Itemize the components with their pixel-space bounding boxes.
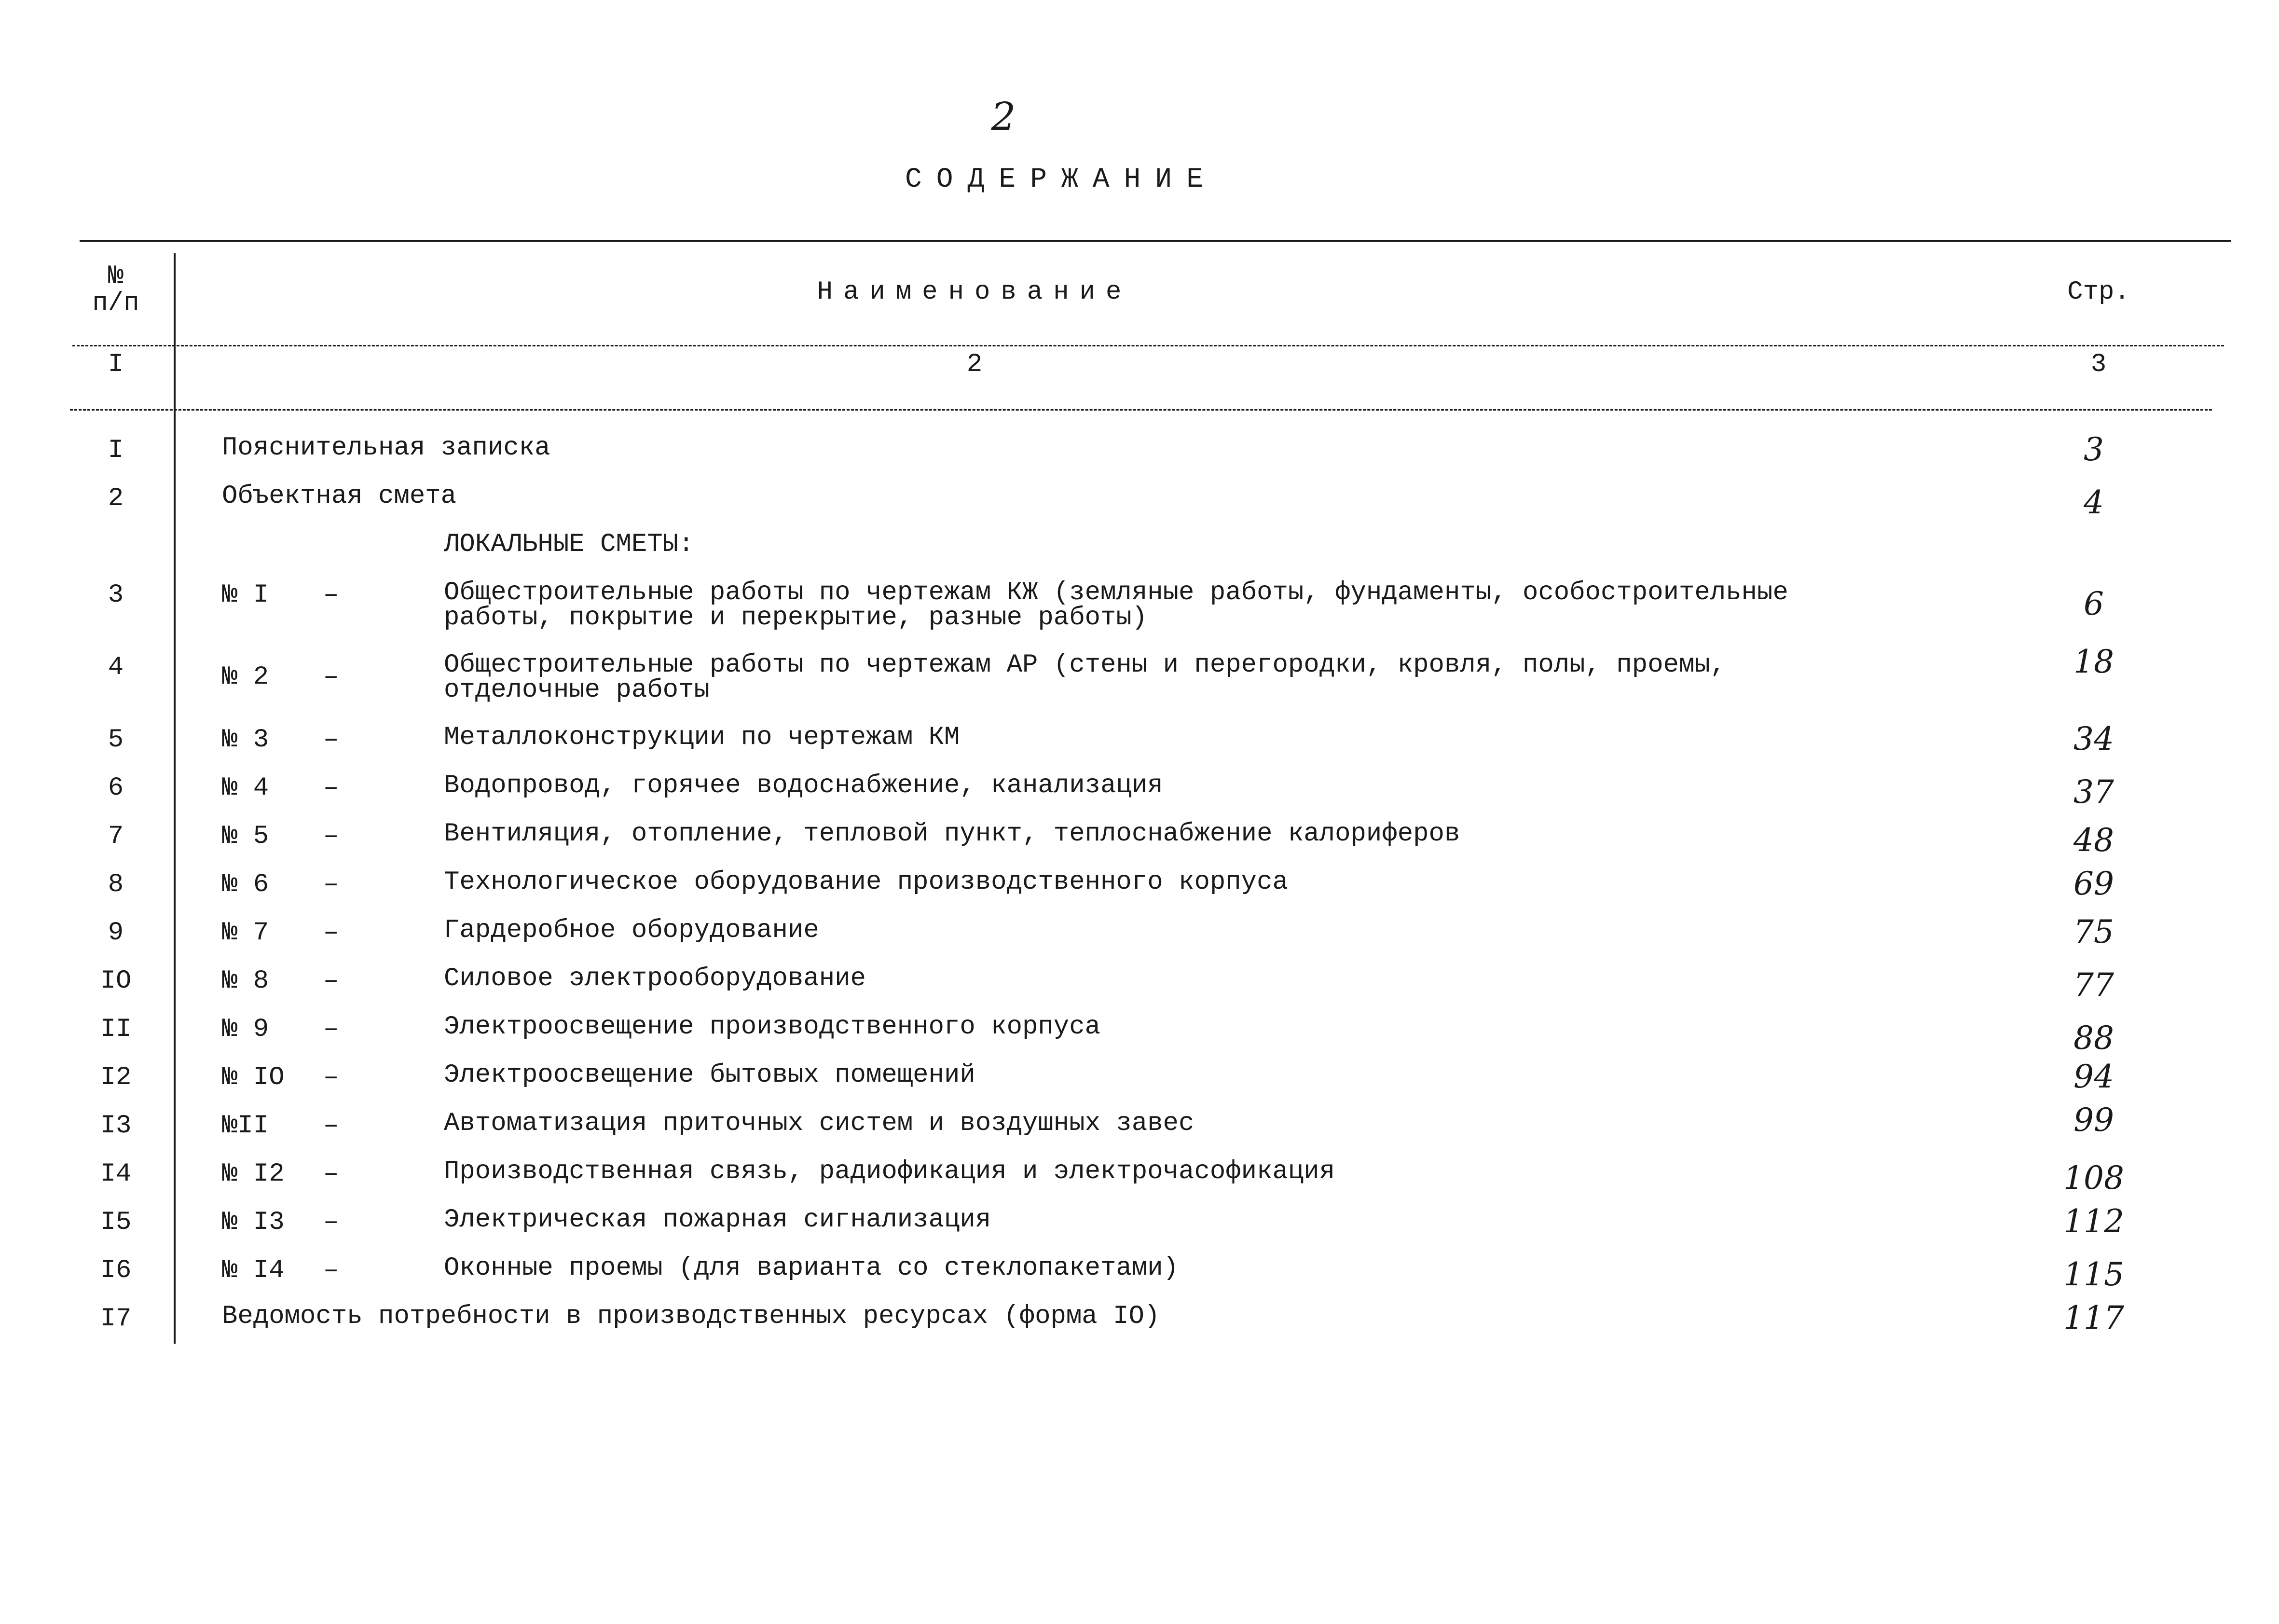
row-page-number: 94	[2073, 1058, 2114, 1095]
row-number: II	[100, 1015, 132, 1044]
row-number: I5	[100, 1208, 132, 1237]
row-page-number: 3	[2084, 431, 2104, 468]
row-title: Общестроительные работы по чертежам КЖ (земляные работы, фундаменты, особостроительные работы, покрытие и перекрытие, разные работы)	[444, 578, 1788, 633]
row-page-number: 115	[2063, 1256, 2124, 1293]
row-code: № 5	[222, 822, 269, 851]
row-code: № I4	[222, 1256, 285, 1285]
header-bottom-rule	[72, 345, 2224, 346]
row-dash: –	[323, 725, 339, 755]
section-heading: ЛОКАЛЬНЫЕ СМЕТЫ:	[444, 530, 694, 559]
row-page-number: 48	[2073, 822, 2114, 859]
row-title: Оконные проемы (для варианта со стеклопакетами)	[444, 1253, 1179, 1283]
row-dash: –	[323, 1159, 339, 1189]
row-number: 6	[108, 773, 124, 803]
row-dash: –	[323, 580, 339, 610]
row-code: № 3	[222, 725, 269, 755]
table-top-rule	[80, 240, 2231, 242]
row-title: Электроосвещение бытовых помещений	[444, 1060, 975, 1090]
row-dash: –	[323, 1111, 339, 1141]
row-number: I7	[100, 1304, 132, 1334]
row-page-number: 108	[2063, 1159, 2124, 1197]
row-page-number: 4	[2084, 484, 2104, 521]
row-code: № 4	[222, 773, 269, 803]
row-code: № 9	[222, 1015, 269, 1044]
row-dash: –	[323, 1208, 339, 1237]
row-dash: –	[323, 966, 339, 996]
document-title: СОДЕРЖАНИЕ	[905, 164, 1218, 195]
row-code: № 6	[222, 870, 269, 899]
row-title: Вентиляция, отопление, тепловой пункт, теплоснабжение калориферов	[444, 819, 1460, 849]
column-number-3: 3	[2090, 350, 2107, 379]
row-number: I6	[100, 1256, 132, 1285]
row-code: № 8	[222, 966, 269, 996]
row-title: Силовое электрооборудование	[444, 964, 866, 993]
row-number: 2	[108, 484, 124, 513]
row-dash: –	[323, 918, 339, 948]
row-page-number: 34	[2073, 720, 2114, 757]
row-code: № I	[222, 580, 269, 610]
row-title: Производственная связь, радиофикация и электрочасофикация	[444, 1157, 1335, 1186]
column-header-number	[72, 263, 159, 317]
row-page-number: 37	[2073, 773, 2114, 811]
row-title: Металлоконструкции по чертежам КМ	[444, 723, 960, 752]
column-header-page: Стр.	[2067, 277, 2130, 307]
row-dash: –	[323, 1063, 339, 1092]
row-number: I4	[100, 1159, 132, 1189]
row-number: I3	[100, 1111, 132, 1141]
row-page-number: 88	[2073, 1019, 2114, 1057]
row-title: Гардеробное оборудование	[444, 916, 819, 945]
row-code: № I2	[222, 1159, 285, 1189]
row-number: 7	[108, 822, 124, 851]
row-number: I2	[100, 1063, 132, 1092]
row-dash: –	[323, 1015, 339, 1044]
column-number-1: I	[108, 350, 124, 379]
row-page-number: 69	[2073, 865, 2114, 902]
row-title: Электрическая пожарная сигнализация	[444, 1205, 991, 1235]
row-page-number: 99	[2073, 1101, 2114, 1139]
row-title: Электроосвещение производственного корпуса	[444, 1012, 1101, 1042]
row-title: Пояснительная записка	[222, 433, 550, 463]
row-page-number: 112	[2063, 1203, 2124, 1240]
row-number: 3	[108, 580, 124, 610]
row-number: IO	[100, 966, 132, 996]
column-number-2: 2	[966, 350, 983, 379]
row-number: I	[108, 436, 124, 465]
row-code: №II	[222, 1111, 269, 1141]
row-title: Ведомость потребности в производственных ресурсах (форма IO)	[222, 1302, 1160, 1331]
row-title: Технологическое оборудование производственного корпуса	[444, 867, 1288, 897]
column-numbers-bottom-rule	[70, 409, 2212, 411]
row-number: 5	[108, 725, 124, 755]
row-dash: –	[323, 1256, 339, 1285]
row-dash: –	[323, 870, 339, 899]
row-code: № 2	[222, 662, 269, 692]
row-title: Автоматизация приточных систем и воздушных завес	[444, 1109, 1194, 1138]
row-code: № IO	[222, 1063, 285, 1092]
column-header-number-label: п/п	[92, 289, 139, 318]
row-dash: –	[323, 773, 339, 803]
row-dash: –	[323, 662, 339, 692]
row-dash: –	[323, 822, 339, 851]
row-title: Объектная смета	[222, 482, 457, 511]
row-code: № I3	[222, 1208, 285, 1237]
row-title: Водопровод, горячее водоснабжение, канализация	[444, 771, 1163, 800]
row-page-number: 117	[2063, 1299, 2124, 1336]
column-divider	[174, 253, 176, 1344]
row-number: 4	[108, 653, 124, 682]
row-page-number: 75	[2073, 913, 2114, 950]
column-header-name: Наименование	[817, 277, 1132, 307]
page-number: 2	[991, 94, 1016, 139]
row-code: № 7	[222, 918, 269, 948]
row-number: 9	[108, 918, 124, 948]
row-page-number: 18	[2073, 643, 2114, 680]
row-page-number: 77	[2073, 966, 2114, 1004]
column-header-number-sign: №	[108, 261, 124, 291]
row-page-number: 6	[2084, 585, 2104, 622]
row-title: Общестроительные работы по чертежам АР (стены и перегородки, кровля, полы, проемы, отделочные работы	[444, 650, 1726, 705]
row-number: 8	[108, 870, 124, 899]
